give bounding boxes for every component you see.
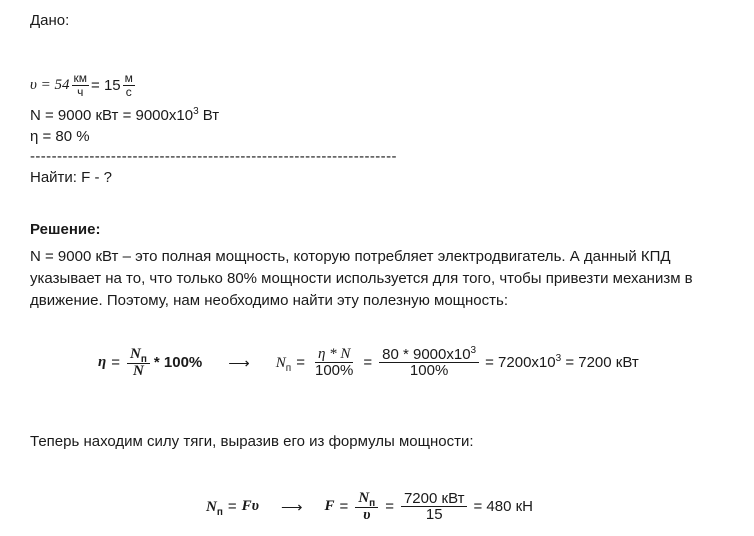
- f1-frac3-exp: 3: [470, 344, 477, 356]
- velocity-unit2-den: с: [125, 84, 132, 99]
- solution-paragraph-2: Теперь находим силу тяги, выразив его из формулы мощности:: [30, 433, 474, 450]
- velocity-eq: = 15: [91, 76, 121, 94]
- formula-force: [206, 490, 533, 524]
- f2-num-sub: п: [369, 498, 376, 509]
- f1-eq: =: [111, 354, 120, 372]
- f2-F: F: [324, 498, 335, 515]
- given-heading: Дано:: [30, 12, 70, 29]
- f2-frac-num: 7200 кВт: [401, 491, 467, 508]
- power-exponent: 3: [193, 106, 199, 117]
- f1-lhs-sub: п: [285, 362, 292, 374]
- power-line-text: N = 9000 кВт = 9000x10: [30, 107, 194, 124]
- f2-lhs-sub: п: [216, 506, 223, 518]
- velocity-unit-den: ч: [77, 84, 84, 99]
- f1-frac2-den: 100%: [314, 362, 354, 380]
- efficiency-line: η = 80 %: [30, 128, 90, 145]
- f1-num-N: N: [130, 346, 141, 362]
- solution-paragraph-1: N = 9000 кВт – это полная мощность, которую потребляет электродвигатель. А данный КПД указывает на то, что только 80% мощности используется для того, чтобы привезти механизм в движение. Поэтому, нам необходимо найти эту полезную мощность:: [30, 248, 693, 309]
- f2-rhs: Fυ: [241, 498, 260, 515]
- f2-num-N: N: [358, 490, 370, 506]
- power-unit: Вт: [198, 107, 220, 124]
- f1-result-post: = 7200 кВт: [561, 354, 639, 372]
- f2-eq3: =: [385, 498, 394, 516]
- velocity-lhs: υ = 54: [30, 76, 70, 93]
- formula-efficiency: [98, 346, 639, 380]
- velocity-unit2-fraction: [123, 72, 135, 98]
- f1-eq2: =: [296, 354, 305, 372]
- velocity-line: [30, 72, 137, 98]
- f2-fraction-2: [401, 491, 467, 524]
- velocity-unit-fraction: [72, 72, 90, 98]
- f1-frac3-den: 100%: [409, 362, 449, 380]
- f1-fraction: [127, 346, 150, 380]
- f2-lhs-N: N: [206, 498, 217, 515]
- f1-den: N: [133, 362, 144, 379]
- f2-result: = 480 кН: [473, 498, 533, 516]
- find-line: Найти: F - ?: [30, 169, 112, 186]
- f1-result: = 7200x10: [485, 354, 556, 372]
- f2-eq2: =: [339, 498, 349, 516]
- f2-den: υ: [363, 506, 371, 523]
- f1-lhs-N: N: [275, 354, 286, 371]
- solution-heading: Решение:: [30, 221, 101, 238]
- f1-num-sub: п: [140, 354, 147, 365]
- divider: --------------------------------------------------------------------: [30, 148, 397, 165]
- f2-eq: =: [227, 498, 237, 516]
- f1-result-exp: 3: [555, 353, 562, 365]
- f1-fraction-2: [312, 347, 356, 380]
- f1-eta: η: [98, 354, 107, 371]
- f1-fraction-3: [379, 344, 479, 380]
- f2-frac-den: 15: [425, 506, 443, 524]
- f1-frac3-num: 80 * 9000x10: [382, 345, 471, 363]
- f1-eq3: =: [363, 354, 373, 372]
- f1-frac2-num: η * N: [315, 347, 353, 364]
- velocity-unit2-num: м: [124, 71, 133, 85]
- f2-fraction: [355, 490, 378, 524]
- f1-times100: * 100%: [153, 354, 203, 372]
- f1-arrow: ⟶: [228, 354, 250, 372]
- velocity-unit-num: км: [73, 71, 88, 85]
- f2-arrow: ⟶: [281, 498, 303, 516]
- power-line: [30, 107, 219, 124]
